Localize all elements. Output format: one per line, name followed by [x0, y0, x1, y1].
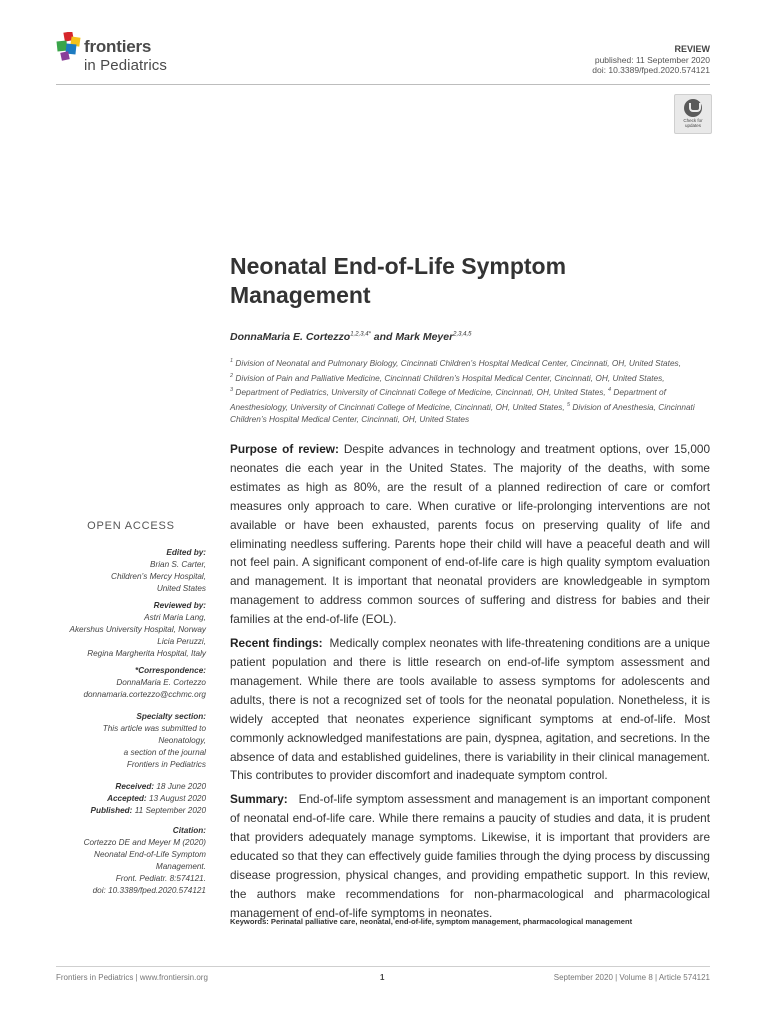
accepted-date: 13 August 2020 — [148, 794, 206, 803]
citation-section — [56, 825, 206, 897]
published-date: published: 11 September 2020 — [594, 54, 710, 65]
reviewer-line[interactable]: Licia Peruzzi, — [157, 637, 206, 646]
dates-section — [56, 781, 206, 817]
brand-name: frontiers — [84, 37, 152, 56]
edited-by-section — [56, 547, 206, 595]
affiliation-number: 2 — [230, 372, 234, 379]
check-updates-icon — [684, 99, 702, 117]
reviewer-line: Regina Margherita Hospital, Italy — [87, 649, 206, 658]
affiliation: Division of Anesthesia, Cincinnati Children’s Hospital Medical Center, Cincinnati, OH, United States — [230, 401, 695, 425]
citation-doi-link[interactable]: doi: 10.3389/fped.2020.574121 — [92, 886, 206, 895]
journal-logo[interactable] — [56, 32, 196, 78]
reviewed-by-label: Reviewed by: — [153, 601, 206, 610]
affiliations — [230, 355, 710, 426]
footer-journal-link[interactable]: Frontiers in Pediatrics | www.frontiersin.org — [56, 973, 208, 982]
affiliation-number: 4 — [608, 387, 612, 394]
page-number: 1 — [380, 973, 385, 982]
citation-line: Cortezzo DE and Meyer M (2020) — [83, 838, 206, 847]
reviewer-line[interactable]: Astri Maria Lang, — [144, 613, 206, 622]
correspondence-section — [56, 665, 206, 701]
open-access-label: OPEN ACCESS — [87, 520, 175, 532]
specialty-line: This article was submitted to — [102, 724, 206, 733]
published-label: Published: — [90, 806, 133, 815]
summary-heading: Summary: — [230, 792, 288, 807]
received-row — [56, 781, 206, 793]
correspondence-label: *Correspondence: — [135, 666, 206, 675]
published-row — [56, 805, 206, 817]
keywords: Keywords: Perinatal palliative care, neonatal, end-of-life, symptom management, pharmacological management — [230, 917, 633, 926]
reviewed-by-section — [56, 600, 206, 660]
received-label: Received: — [115, 782, 155, 791]
specialty-line: Neonatology, — [158, 736, 206, 745]
summary-text: End-of-life symptom assessment and management is an important component of neonatal end-of-life care. While there remains a paucity of studies and data, it is prudent that providers adequately manage symptoms. Likewise, it is important that providers are educated so that they can effectively guide families through the dying process by discussing disease progression, physical changes, and providing empathetic support. In this review, the authors make recommendations for non-pharmacological and pharmacological management of end-of-life symptoms in neonates. — [230, 792, 710, 920]
correspondent-email-link[interactable]: donnamaria.cortezzo@cchmc.org — [83, 690, 206, 699]
accepted-label: Accepted: — [107, 794, 147, 803]
purpose-heading: Purpose of review: — [230, 442, 339, 456]
footer-divider — [56, 966, 710, 967]
reviewer-line: Akershus University Hospital, Norway — [69, 625, 206, 634]
article-type: REVIEW — [674, 44, 710, 54]
affiliation: Department of Pediatrics, University of Cincinnati College of Medicine, Cincinnati, OH, United States, — [235, 386, 606, 397]
findings-heading: Recent findings: — [230, 636, 323, 651]
author-name[interactable]: Mark Meyer — [395, 331, 454, 343]
correspondent-name: DonnaMaria E. Cortezzo — [116, 678, 206, 687]
affiliation: Division of Neonatal and Pulmonary Biology, Cincinnati Children’s Hospital Medical Center, Cincinnati, OH, United States, — [235, 357, 682, 368]
specialty-label: Specialty section: — [136, 712, 206, 721]
frontiers-logo-icon — [56, 32, 82, 62]
check-for-updates-button[interactable] — [674, 94, 712, 134]
citation-line: Neonatal End-of-Life Symptom — [94, 850, 206, 859]
header-divider — [56, 84, 710, 85]
author-list — [230, 331, 472, 343]
editor-line[interactable]: Brian S. Carter, — [150, 560, 206, 569]
affiliation-number: 3 — [230, 387, 234, 394]
affiliation: Department of Anesthesiology, University of Cincinnati College of Medicine, Cincinnati, OH, United States, — [230, 386, 666, 412]
edited-by-label: Edited by: — [166, 548, 206, 557]
affiliation-number: 5 — [566, 401, 571, 408]
published-date-sidebar: 11 September 2020 — [134, 806, 206, 815]
findings-text: Medically complex neonates with life-threatening conditions are a unique patient population and there is little research on end-of-life symptom assessment and management. While there are tools available to assess symptoms for adolescents and adults, there is not a recognized set of tools for the neonatal population. Nonetheless, it is widely accepted that neonates experience significant symptoms at end-of-life. Most commonly acknowledged manifestations are pain, dyspnea, agitation, and secretions. In the absence of data and established guidelines, there is variability in their clinical management. This contributes to provider discomfort and inadequate symptom control. — [230, 636, 710, 783]
specialty-line: a section of the journal — [123, 748, 206, 757]
editor-line: United States — [156, 584, 206, 593]
abstract-summary — [230, 790, 710, 922]
accepted-row — [56, 793, 206, 805]
doi-link[interactable]: doi: 10.3389/fped.2020.574121 — [592, 65, 710, 75]
abstract — [230, 440, 710, 928]
article-info-sidebar — [56, 520, 206, 902]
article-meta — [592, 44, 710, 76]
citation-label: Citation: — [172, 826, 206, 835]
received-date: 18 June 2020 — [156, 782, 206, 791]
article-title: Neonatal End-of-Life Symptom Management — [230, 253, 567, 308]
citation-line: Front. Pediatr. 8:574121. — [115, 874, 206, 883]
affiliation: Division of Pain and Palliative Medicine, Cincinnati Children’s Hospital Medical Center, Cincinnati, OH, United States, — [235, 372, 665, 383]
citation-line: Management. — [155, 862, 206, 871]
author-joiner: and — [373, 331, 393, 343]
affiliation-number: 1 — [230, 358, 234, 364]
abstract-purpose — [230, 440, 710, 629]
abstract-findings — [230, 634, 710, 785]
author-name[interactable]: DonnaMaria E. Cortezzo — [230, 331, 351, 343]
specialty-section — [56, 711, 206, 771]
editor-line: Children’s Mercy Hospital, — [111, 572, 206, 581]
author-affiliation-marks: 2,3,4,5 — [453, 331, 472, 338]
footer-issue-info: September 2020 | Volume 8 | Article 574121 — [553, 973, 710, 982]
check-updates-label: Check for updates — [683, 118, 703, 128]
specialty-line: Frontiers in Pediatrics — [126, 760, 206, 769]
purpose-text: Despite advances in technology and treatment options, over 15,000 neonates die each year in the United States. The majority of the deaths, with some estimates as high as 80%, are the result of a planned redirection of care or comfort measures only approach to care. When curative or life-prolonging interventions are not available or have been exhausted, parents focus on preserving quality of life and eliminating needless suffering. Parents hope their child will have a peaceful death and will not feel pain. A significant component of end-of-life care is high quality symptom evaluation and management. It is important that neonatal providers are knowledgeable in symptom management to address common sources of suffering and distress for babies and their families at the end-of-life (EOL). — [230, 442, 711, 627]
author-affiliation-marks: 1,2,3,4* — [350, 331, 371, 338]
journal-name: in Pediatrics — [84, 57, 168, 74]
